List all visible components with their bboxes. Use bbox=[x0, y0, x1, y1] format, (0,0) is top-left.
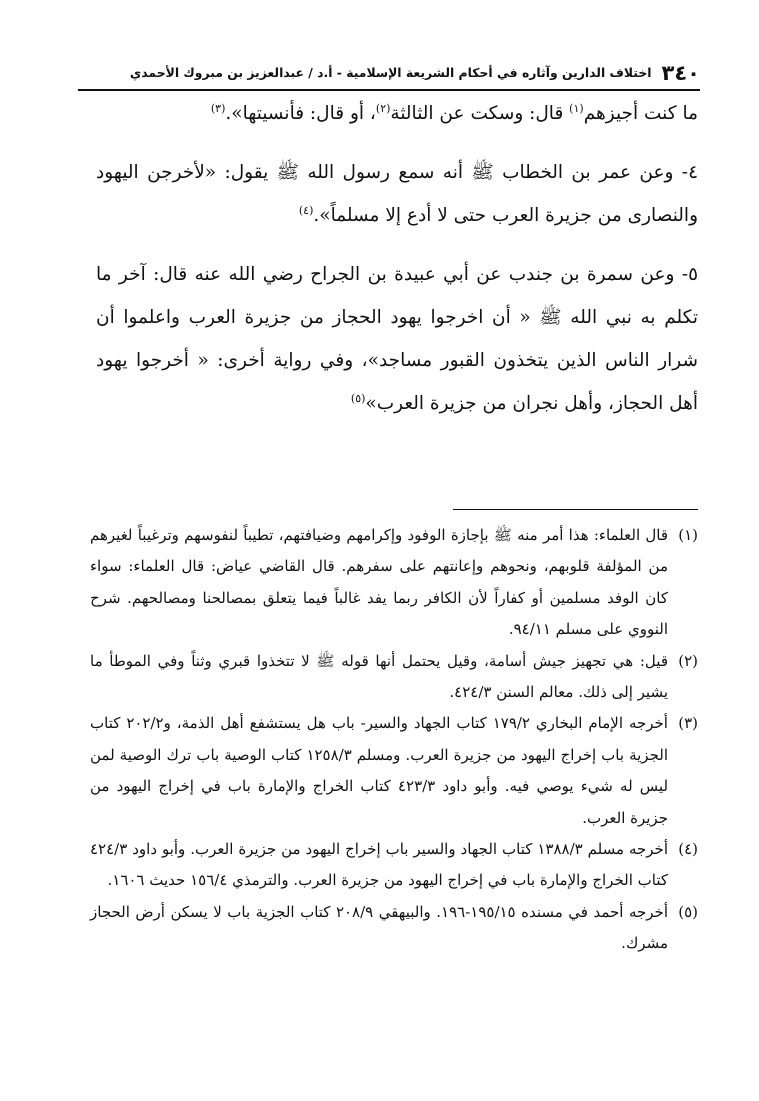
footnote-rule bbox=[453, 509, 698, 510]
footnote-2 bbox=[90, 646, 698, 709]
text-segment: قال: وسكت عن الثالثة bbox=[390, 103, 570, 124]
footnote-number: (٢) bbox=[678, 651, 698, 670]
text-segment: ، أو قال: فأنسيتها». bbox=[225, 103, 376, 124]
main-text bbox=[96, 92, 698, 425]
footnote-text: قال العلماء: هذا أمر منه ﷺ بإجازة الوفود وإكرامهم وضيافتهم، تطيباً لنفوسهم وترغيباً لغيرهم من المؤلفة قلوبهم، ونحوهم وإعانتهم على سفرهم. قال القاضي عياض: قال العلماء: سواء كان الوفد مسلمين أو كفاراً لأن الكافر ربما يفد غالباً فيما يتعلق بمصالحنا ومصالحهم. شرح النووي على مسلم ٩٤/١١. bbox=[90, 526, 668, 639]
footnote-marker-4: (٤) bbox=[298, 203, 314, 217]
header-rule bbox=[78, 89, 700, 91]
footnote-text: أخرجه أحمد في مسنده ١٩٥/١٥-١٩٦. والبيهقي ٢٠٨/٩ كتاب الجزية باب لا يسكن أرض الحجاز مشرك. bbox=[90, 902, 668, 953]
footnote-4 bbox=[90, 834, 698, 897]
footnote-marker-1: (١) bbox=[569, 101, 584, 115]
footnote-number: (٥) bbox=[678, 902, 698, 921]
running-head: اختلاف الدارين وآثاره في أحكام الشريعة الإسلامية - أ.د / عبدالعزيز بن مبروك الأحمدي bbox=[129, 65, 652, 80]
page-header bbox=[78, 56, 700, 88]
footnote-number: (٣) bbox=[678, 714, 698, 733]
footnote-marker-2: (٢) bbox=[375, 101, 391, 115]
footnote-1 bbox=[90, 520, 698, 646]
text-segment: ما كنت أجيزهم bbox=[583, 103, 698, 124]
footnote-marker-5: (٥) bbox=[350, 391, 366, 405]
footnote-marker-3: (٣) bbox=[210, 101, 226, 115]
paragraph-hadith-4 bbox=[96, 151, 698, 237]
footnote-text: قيل: هي تجهيز جيش أسامة، وقيل يحتمل أنها قوله ﷺ لا تتخذوا قبري وثناً وفي الموطأ ما يشير إلى ذلك. معالم السنن ٤٢٤/٣. bbox=[90, 651, 668, 702]
hadith-4-text: ٤- وعن عمر بن الخطاب ﷺ أنه سمع رسول الله ﷺ يقول: «لأخرجن اليهود والنصارى من جزيرة العرب حتى لا أدع إلا مسلماً». bbox=[96, 162, 698, 226]
footnote-number: (١) bbox=[678, 526, 698, 544]
footnote-3 bbox=[90, 708, 698, 834]
page-number: ٣٤٠ bbox=[661, 61, 700, 85]
footnote-5 bbox=[90, 897, 698, 960]
footnote-text: أخرجه الإمام البخاري ١٧٩/٢ كتاب الجهاد والسير- باب هل يستشفع أهل الذمة، و٢٠٢/٢ كتاب الجزية باب إخراج اليهود من جزيرة العرب. ومسلم ١٢٥٨/٣ كتاب الوصية باب ترك الوصية لمن ليس له شيء يوصي فيه. وأبو داود ٤٢٣/٣ كتاب الخراج والإمارة باب في إخراج اليهود من جزيرة العرب. bbox=[90, 714, 669, 827]
paragraph-continuation bbox=[96, 92, 698, 135]
footnote-number: (٤) bbox=[678, 840, 698, 859]
hadith-5-text: ٥- وعن سمرة بن جندب عن أبي عبيدة بن الجراح رضي الله عنه قال: آخر ما تكلم به نبي الله ﷺ « أن اخرجوا يهود الحجاز من جزيرة العرب واعلموا أن شرار الناس الذين يتخذون القبور مساجد»، وفي رواية أخرى: « أخرجوا يهود أهل الحجاز، وأهل نجران من جزيرة العرب» bbox=[96, 264, 698, 414]
footnote-text: أخرجه مسلم ١٣٨٨/٣ كتاب الجهاد والسير باب إخراج اليهود من جزيرة العرب. وأبو داود ٤٢٤/٣ كتاب الخراج والإمارة باب في إخراج اليهود من جزيرة العرب. والترمذي ١٥٦/٤ حديث ١٦٠٦. bbox=[90, 840, 668, 890]
footnotes bbox=[90, 520, 698, 960]
paragraph-hadith-5 bbox=[96, 253, 698, 425]
